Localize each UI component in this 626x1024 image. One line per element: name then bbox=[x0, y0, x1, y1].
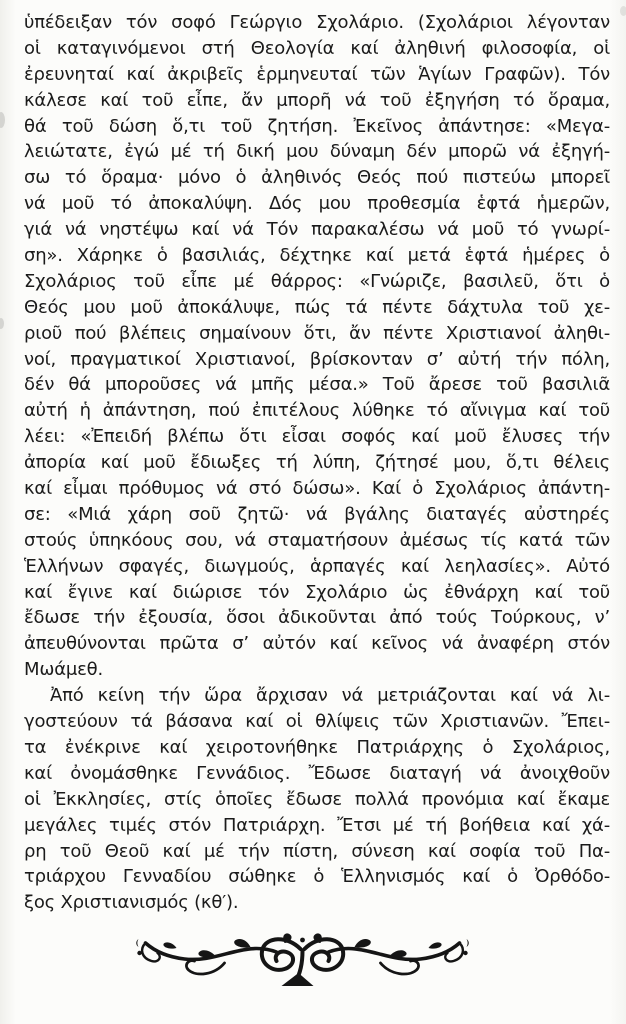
text-line: τριάρχου Γενναδίου σώθηκε ὁ Ἑλληνισμός καί ὁ Ὀρθόδο- bbox=[24, 866, 610, 888]
text-line: ση». Χάρηκε ὁ βασιλιάς, δέχτηκε καί μετά ἑφτά ἡμέρες ὁ bbox=[24, 245, 610, 267]
text-line: μεγάλες τιμές στόν Πατριάρχη. Ἔτσι μέ τή βοήθεια καί χά- bbox=[24, 814, 610, 836]
text-line: οἱ Ἐκκλησίες, στίς ὁποῖες ἔδωσε πολλά προνόμια καί ἔκαμε bbox=[24, 788, 610, 810]
text-line: λειώτατε, ἐγώ μέ τή δική μου δύναμη δέν μπορῶ νά ἐξηγή- bbox=[24, 141, 610, 163]
text-line: ὑπέδειξαν τόν σοφό Γεώργιο Σχολάριο. (Σχολάριοι λέγονταν bbox=[24, 12, 610, 33]
text-line: σε: «Μιά χάρη σοῦ ζητῶ· νά βγάλης διαταγές αὐστηρές bbox=[24, 503, 610, 525]
text-line: καί ὀνομάσθηκε Γεννάδιος. Ἔδωσε διαταγή νά ἀνοιχθοῦν bbox=[24, 762, 610, 784]
text-line: τα ἐνέκρινε καί χειροτονήθηκε Πατριάρχης ὁ Σχολάριος, bbox=[24, 736, 610, 758]
text-line: ἔδωσε τήν ἐξουσία, ὅσοι ἀδικοῦνται ἀπό τούς Τούρκους, ν’ bbox=[24, 607, 610, 629]
text-line: αὐτή ἡ ἀπάντηση, πού ἐπιτέλους λύθηκε τό αἴνιγμα καί τοῦ bbox=[24, 400, 610, 422]
text-line: κάλεσε καί τοῦ εἶπε, ἄν μπορῆ νά τοῦ ἐξηγήση τό ὅραμα, bbox=[24, 89, 610, 111]
text-line: καί εἶμαι πρόθυμος νά στό δώσω». Καί ὁ Σχολάριος ἀπάντη- bbox=[24, 478, 610, 500]
text-line: νοί, πραγματικοί Χριστιανοί, βρίσκονταν σ’ αὐτή τήν πόλη, bbox=[24, 348, 610, 370]
text-line: στούς ὑπηκόους σου, νά σταματήσουν ἀμέσως τίς κατά τῶν bbox=[24, 529, 610, 551]
text-line: ριοῦ πού βλέπεις σημαίνουν ὅτι, ἄν πέντε Χριστιανοί ἀληθι- bbox=[24, 322, 610, 344]
text-line: καί ἔγινε καί διώρισε τόν Σχολάριο ὡς ἐθνάρχη καί τοῦ bbox=[24, 581, 610, 603]
scan-smudge bbox=[0, 318, 4, 329]
text-line: ἀπευθύνονται πρῶτα σ’ αὐτόν καί κεῖνος νά ἀναφέρη στόν bbox=[24, 633, 610, 655]
scan-smudge bbox=[0, 112, 5, 128]
body-text bbox=[24, 10, 610, 916]
text-line: Μωάμεθ. bbox=[24, 659, 103, 681]
text-line: γιά νά νηστέψω καί νά Τόν παρακαλέσω νά μοῦ τό γνωρί- bbox=[24, 219, 610, 241]
text-line: ξος Χριστιανισμός (κθ′). bbox=[24, 892, 239, 914]
text-line: σω τό ὅραμα· μόνο ὁ ἀληθινός Θεός πού πιστεύω μπορεῖ bbox=[24, 167, 610, 189]
text-line: ἐρευνηταί καί ἀκριβεῖς ἑρμηνευταί τῶν Ἁγίων Γραφῶν). Τόν bbox=[24, 63, 610, 85]
text-line: οἱ καταγινόμενοι στή Θεολογία καί ἀληθινή φιλοσοφία, οἱ bbox=[24, 37, 610, 59]
text-line: Ἀπό κείνη τήν ὥρα ἄρχισαν νά μετριάζονται καί νά λι- bbox=[50, 685, 610, 707]
text-line: θά τοῦ δώση ὅ,τι τοῦ ζητήση. Ἐκεῖνος ἀπάντησε: «Μεγα- bbox=[24, 115, 610, 137]
text-line: Θεός μου μοῦ ἀποκάλυψε, πώς τά πέντε δάχτυλα τοῦ χε- bbox=[24, 296, 610, 318]
text-line: γοστεύουν τά βάσανα καί οἱ θλίψεις τῶν Χριστιανῶν. Ἔπει- bbox=[24, 711, 610, 733]
floral-fleuron-ornament-icon bbox=[130, 933, 475, 995]
text-line: Ἑλλήνων σφαγές, διωγμούς, ἁρπαγές καί λεηλασίες». Αὐτό bbox=[24, 555, 610, 577]
text-line: Σχολάριος τοῦ εἶπε μέ θάρρος: «Γνώριζε, βασιλεῦ, ὅτι ὁ bbox=[24, 270, 610, 292]
text-line: δέν θά μποροῦσες νά μπῆς μέσα.» Τοῦ ἄρεσε τοῦ βασιλιᾶ bbox=[24, 374, 610, 396]
text-line: νά μοῦ τό ἀποκαλύψη. Δός μου προθεσμία ἑφτά ἡμερῶν, bbox=[24, 193, 610, 215]
scan-smudge bbox=[620, 6, 626, 16]
text-line: ἀπορία καί μοῦ ἔδιωξες τή λύπη, ζήτησέ μου, ὅ,τι θέλεις bbox=[24, 452, 610, 474]
text-line: ρη τοῦ Θεοῦ καί μέ τήν πίστη, σύνεση καί σοφία τοῦ Πα- bbox=[24, 840, 610, 862]
text-line: λέει: «Ἐπειδή βλέπω ὅτι εἶσαι σοφός καί μοῦ ἔλυσες τήν bbox=[24, 426, 610, 448]
